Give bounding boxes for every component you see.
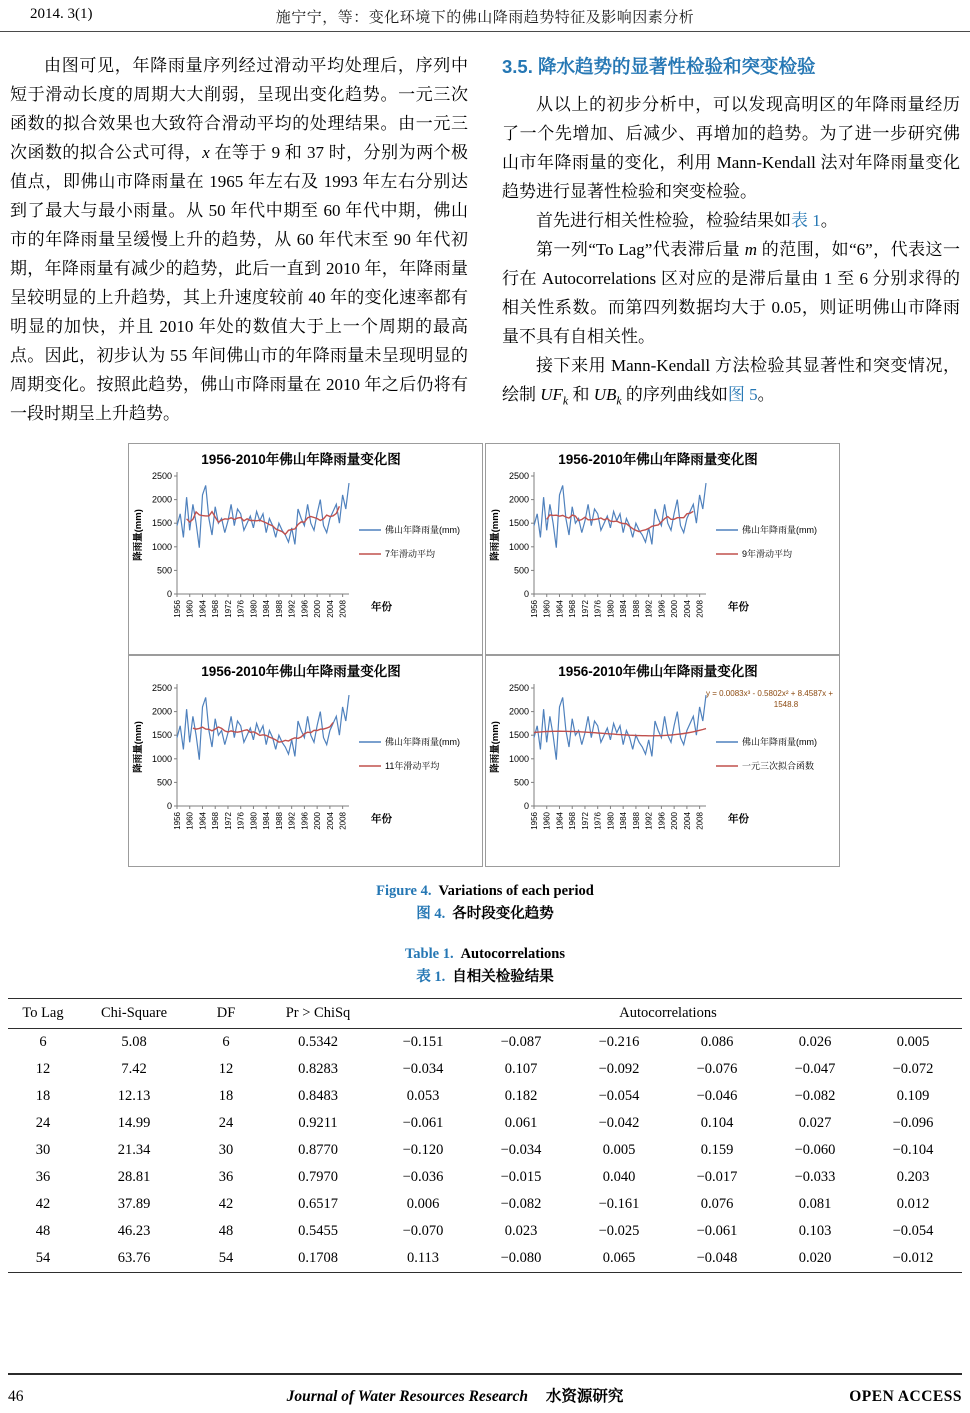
table-cell: 0.7970 (298, 1169, 338, 1185)
svg-text:年份: 年份 (728, 601, 749, 613)
journal-name-en: Journal of Water Resources Research (286, 1388, 529, 1405)
table-cell: 0.107 (504, 1061, 538, 1077)
text-segment: 。 (757, 385, 775, 404)
svg-text:1964: 1964 (555, 600, 565, 618)
svg-text:1984: 1984 (619, 812, 629, 830)
journal-name (98, 1384, 812, 1406)
table-cell: −0.096 (892, 1115, 934, 1131)
table-cell: −0.025 (598, 1223, 640, 1239)
chart-rainfall-ma9 (485, 443, 840, 655)
two-column-body (0, 51, 970, 428)
svg-text:1972: 1972 (223, 812, 233, 830)
table-cell: −0.048 (668, 1245, 766, 1273)
svg-text:1956: 1956 (530, 600, 539, 618)
svg-text:500: 500 (156, 565, 172, 576)
table-cell: −0.060 (794, 1142, 836, 1158)
table-cell: 37.89 (117, 1196, 151, 1212)
table-row (8, 1083, 962, 1110)
table-cell: 36 (35, 1169, 51, 1185)
table-cell: −0.082 (794, 1088, 836, 1104)
svg-text:0: 0 (166, 801, 172, 811)
svg-text:1500: 1500 (151, 518, 172, 529)
text-segment: UF (540, 385, 563, 404)
table-cell: 30 (35, 1142, 51, 1158)
table-cell: 0.113 (374, 1245, 472, 1273)
svg-text:1960: 1960 (185, 600, 195, 618)
table-cell: 0.061 (504, 1115, 538, 1131)
table-cell: 0.103 (798, 1223, 832, 1239)
table-cell: −0.036 (402, 1169, 444, 1185)
svg-text:7年滑动平均: 7年滑动平均 (385, 549, 436, 559)
table-row (8, 1056, 962, 1083)
left-column (10, 51, 468, 428)
svg-text:1984: 1984 (262, 600, 272, 618)
svg-text:500: 500 (156, 777, 172, 788)
table-cell: 28.81 (117, 1169, 151, 1185)
svg-text:一元三次拟合函数: 一元三次拟合函数 (742, 761, 815, 771)
autocorrelations-table (8, 998, 962, 1273)
svg-text:1968: 1968 (211, 812, 221, 830)
text-segment: 。 (820, 211, 838, 230)
table-cell: 0.076 (700, 1196, 734, 1212)
svg-text:佛山年降雨量(mm): 佛山年降雨量(mm) (385, 737, 460, 747)
text-segment: 和 (568, 385, 594, 404)
table-cell: 48 (218, 1223, 234, 1239)
table-caption-en (0, 943, 970, 966)
table-row (8, 1191, 962, 1218)
svg-text:1972: 1972 (223, 600, 233, 618)
svg-text:2000: 2000 (151, 706, 172, 717)
table-cell: −0.104 (892, 1142, 934, 1158)
cross-reference-link[interactable]: 表 1 (791, 211, 821, 230)
running-title: 施宁宁，等：变化环境下的佛山降雨趋势特征及影响因素分析 (275, 10, 695, 26)
table-cell: −0.046 (696, 1088, 738, 1104)
svg-text:佛山年降雨量(mm): 佛山年降雨量(mm) (742, 525, 817, 535)
table-row (8, 1164, 962, 1191)
svg-text:1972: 1972 (580, 812, 590, 830)
svg-text:1988: 1988 (274, 600, 284, 618)
table-cell: −0.042 (598, 1115, 640, 1131)
table-cell: −0.017 (696, 1169, 738, 1185)
table-cell: 12 (35, 1061, 51, 1077)
text-segment: 首先进行相关性检验，检验结果如 (536, 211, 791, 230)
table-caption-text-en: Autocorrelations (460, 946, 566, 962)
table-cell: 0.5342 (298, 1034, 338, 1050)
figure-caption-text-zh: 各时段变化趋势 (452, 906, 554, 922)
table-cell: 0.053 (406, 1088, 440, 1104)
text-segment: 的序列曲线如 (621, 385, 728, 404)
table-row (8, 1110, 962, 1137)
table-row (8, 1137, 962, 1164)
svg-text:2004: 2004 (682, 600, 692, 618)
table-cell: 0.005 (602, 1142, 636, 1158)
chart-rainfall-ma7 (128, 443, 483, 655)
table-cell: −0.054 (892, 1223, 934, 1239)
figure-caption-en (128, 880, 842, 903)
svg-text:1992: 1992 (287, 600, 297, 618)
table-cell: 0.5455 (298, 1223, 338, 1239)
svg-text:y = 0.0083x³ - 0.5802x² + 8.45: y = 0.0083x³ - 0.5802x² + 8.4587x + (706, 689, 833, 698)
table-cell: 48 (35, 1223, 51, 1239)
table-cell: 0.203 (896, 1169, 930, 1185)
table-caption (0, 943, 970, 989)
table-cell: 0.182 (504, 1088, 538, 1104)
table-cell: 0.9211 (298, 1115, 338, 1131)
table-caption-text-zh: 自相关检验结果 (452, 969, 554, 985)
page-footer (8, 1373, 962, 1406)
table-cell: 0.027 (798, 1115, 832, 1131)
svg-text:0: 0 (523, 801, 529, 811)
chart-rainfall-cubic-fit (485, 655, 840, 867)
column-header: DF (190, 999, 262, 1029)
svg-text:1980: 1980 (606, 812, 616, 830)
svg-text:0: 0 (523, 589, 529, 599)
right-column (502, 51, 960, 428)
svg-text:1000: 1000 (508, 541, 529, 552)
table-cell: 30 (218, 1142, 234, 1158)
table-cell: −0.087 (500, 1034, 542, 1050)
table-cell: 7.42 (121, 1061, 147, 1077)
svg-text:1992: 1992 (644, 600, 654, 618)
svg-text:1960: 1960 (185, 812, 195, 830)
figure-caption-text-en: Variations of each period (438, 883, 594, 899)
svg-text:1968: 1968 (568, 600, 578, 618)
table-cell: −0.216 (598, 1034, 640, 1050)
table-cell: −0.070 (402, 1223, 444, 1239)
table-cell: 18 (218, 1088, 234, 1104)
svg-text:佛山年降雨量(mm): 佛山年降雨量(mm) (742, 737, 817, 747)
table-caption-label-zh: 表 1. (416, 969, 446, 985)
svg-text:降雨量(mm): 降雨量(mm) (490, 721, 501, 773)
table-cell: −0.034 (402, 1061, 444, 1077)
table-cell: 6 (222, 1034, 230, 1050)
svg-text:1980: 1980 (606, 600, 616, 618)
table-cell: 0.081 (798, 1196, 832, 1212)
table-row (8, 1218, 962, 1245)
text-segment: k (616, 393, 622, 408)
svg-text:1992: 1992 (644, 812, 654, 830)
table-cell: 46.23 (117, 1223, 151, 1239)
table-cell: 0.104 (700, 1115, 734, 1131)
column-header-autocorrelations: Autocorrelations (374, 999, 962, 1029)
table-cell: 0.8770 (298, 1142, 338, 1158)
svg-text:1988: 1988 (274, 812, 284, 830)
svg-text:2000: 2000 (670, 600, 680, 618)
table-cell: −0.054 (598, 1088, 640, 1104)
table-cell: 0.1708 (262, 1245, 374, 1273)
svg-text:1956-2010年佛山年降雨量变化图: 1956-2010年佛山年降雨量变化图 (558, 664, 758, 679)
table-cell: 0.023 (504, 1223, 538, 1239)
table-cell: −0.047 (794, 1061, 836, 1077)
table-cell: −0.012 (864, 1245, 962, 1273)
body-paragraph (502, 90, 960, 206)
table-cell: 0.065 (570, 1245, 668, 1273)
open-access-label: OPEN ACCESS (849, 1388, 962, 1405)
table-cell: 0.026 (798, 1034, 832, 1050)
svg-text:9年滑动平均: 9年滑动平均 (742, 549, 793, 559)
table-cell: 42 (35, 1196, 51, 1212)
table-cell: 0.159 (700, 1142, 734, 1158)
svg-text:2000: 2000 (151, 494, 172, 505)
svg-text:1000: 1000 (151, 753, 172, 764)
table-cell: 5.08 (121, 1034, 147, 1050)
svg-text:0: 0 (166, 589, 172, 599)
svg-text:2008: 2008 (695, 600, 705, 618)
svg-text:1972: 1972 (580, 600, 590, 618)
body-paragraph (10, 51, 468, 428)
svg-text:1992: 1992 (287, 812, 297, 830)
text-segment: 的范围，如“6”，代表这一行在 Autocorrelations 区对应的是滞后量由 1 至 6 分别求得的相关性系数。而第四列数据均大于 0.05，则证明佛山市降雨量不具有自相关性。 (502, 240, 960, 346)
table-cell: 0.6517 (298, 1196, 338, 1212)
journal-name-zh: 水资源研究 (545, 1388, 624, 1405)
figure-caption (128, 880, 842, 926)
table-cell: −0.015 (500, 1169, 542, 1185)
table-cell: −0.061 (696, 1223, 738, 1239)
table-cell: 0.8283 (298, 1061, 338, 1077)
svg-text:1968: 1968 (568, 812, 578, 830)
svg-text:2000: 2000 (508, 706, 529, 717)
svg-text:1988: 1988 (631, 600, 641, 618)
svg-text:2004: 2004 (682, 812, 692, 830)
svg-text:500: 500 (513, 565, 529, 576)
body-paragraph (502, 235, 960, 351)
table-cell: 36 (218, 1169, 234, 1185)
svg-text:1968: 1968 (211, 600, 221, 618)
table-cell: 0.040 (602, 1169, 636, 1185)
svg-text:1960: 1960 (542, 812, 552, 830)
table-caption-label-en: Table 1. (404, 946, 454, 962)
svg-text:2000: 2000 (313, 812, 323, 830)
svg-text:2008: 2008 (338, 600, 348, 618)
table-cell: −0.061 (402, 1115, 444, 1131)
svg-text:1980: 1980 (249, 600, 259, 618)
section-heading: 3.5. 降水趋势的显著性检验和突变检验 (502, 56, 816, 77)
table-cell: 0.109 (896, 1088, 930, 1104)
cross-reference-link[interactable]: 图 5 (727, 385, 758, 404)
figure-4 (128, 443, 842, 926)
svg-text:降雨量(mm): 降雨量(mm) (490, 509, 501, 561)
table-row (8, 1029, 962, 1057)
table-cell: −0.161 (598, 1196, 640, 1212)
svg-text:1000: 1000 (508, 753, 529, 764)
svg-text:1984: 1984 (262, 812, 272, 830)
svg-text:降雨量(mm): 降雨量(mm) (133, 509, 144, 561)
svg-text:1988: 1988 (631, 812, 641, 830)
body-paragraph (502, 351, 960, 415)
chart-grid (128, 443, 842, 867)
table-cell: −0.092 (598, 1061, 640, 1077)
table-cell: 6 (39, 1034, 47, 1050)
svg-text:2000: 2000 (670, 812, 680, 830)
svg-text:2500: 2500 (151, 683, 172, 693)
table-cell: −0.072 (892, 1061, 934, 1077)
svg-text:1964: 1964 (198, 812, 208, 830)
svg-text:1996: 1996 (657, 812, 667, 830)
text-segment: 第一列“To Lag”代表滞后量 (536, 240, 745, 259)
svg-text:年份: 年份 (728, 813, 749, 825)
svg-text:1976: 1976 (236, 600, 246, 618)
table-cell: 54 (190, 1245, 262, 1273)
body-paragraph (502, 206, 960, 235)
svg-text:2004: 2004 (325, 812, 335, 830)
svg-text:1976: 1976 (593, 812, 603, 830)
svg-text:1548.8: 1548.8 (773, 700, 799, 709)
table-cell: 24 (218, 1115, 234, 1131)
table-cell: 0.020 (766, 1245, 864, 1273)
svg-text:1500: 1500 (508, 730, 529, 741)
svg-text:2004: 2004 (325, 600, 335, 618)
svg-text:1500: 1500 (151, 730, 172, 741)
svg-text:1000: 1000 (151, 541, 172, 552)
table-cell: −0.082 (500, 1196, 542, 1212)
table-cell: 14.99 (117, 1115, 151, 1131)
table-cell: −0.033 (794, 1169, 836, 1185)
svg-text:1976: 1976 (593, 600, 603, 618)
svg-text:2500: 2500 (508, 471, 529, 481)
page-header (0, 0, 970, 32)
svg-text:1976: 1976 (236, 812, 246, 830)
svg-text:年份: 年份 (371, 601, 392, 613)
figure-caption-zh (128, 903, 842, 926)
svg-text:11年滑动平均: 11年滑动平均 (385, 761, 440, 771)
svg-text:1996: 1996 (300, 600, 310, 618)
text-segment: k (562, 393, 569, 408)
table-cell: 0.005 (896, 1034, 930, 1050)
svg-text:1956: 1956 (173, 600, 182, 618)
svg-text:1980: 1980 (249, 812, 259, 830)
table-caption-zh (0, 966, 970, 989)
table-cell: 54 (8, 1245, 78, 1273)
table-cell: 0.086 (700, 1034, 734, 1050)
table-cell: 21.34 (117, 1142, 151, 1158)
table-cell: −0.080 (472, 1245, 570, 1273)
svg-text:2500: 2500 (151, 471, 172, 481)
table-cell: 18 (35, 1088, 51, 1104)
figure-caption-label-en: Figure 4. (376, 883, 432, 899)
table-cell: −0.120 (402, 1142, 444, 1158)
table-cell: 0.012 (896, 1196, 930, 1212)
svg-text:1984: 1984 (619, 600, 629, 618)
table-cell: 42 (218, 1196, 234, 1212)
svg-text:1960: 1960 (542, 600, 552, 618)
svg-text:2000: 2000 (508, 494, 529, 505)
table-row (8, 1245, 962, 1273)
journal-issue: 2014. 3(1) (30, 6, 93, 22)
table-cell: 12 (218, 1061, 234, 1077)
svg-text:1956: 1956 (173, 812, 182, 830)
svg-text:1956-2010年佛山年降雨量变化图: 1956-2010年佛山年降雨量变化图 (201, 664, 401, 679)
svg-text:1996: 1996 (300, 812, 310, 830)
text-segment: 从以上的初步分析中，可以发现高明区的年降雨量经历了一个先增加、后减少、再增加的趋势。为了进一步研究佛山市年降雨量的变化，利用 Mann-Kendall 法对年降雨量变化趋势进行显著性检验和突变检验。 (502, 95, 960, 201)
svg-text:2008: 2008 (338, 812, 348, 830)
figure-caption-label-zh: 图 4. (416, 906, 446, 922)
svg-text:年份: 年份 (371, 813, 392, 825)
text-segment: x (202, 143, 210, 162)
text-segment: m (744, 240, 758, 259)
page-number: 46 (8, 1388, 24, 1405)
table-cell: 63.76 (78, 1245, 190, 1273)
svg-text:2008: 2008 (695, 812, 705, 830)
column-header: Chi-Square (78, 999, 190, 1029)
svg-text:2500: 2500 (508, 683, 529, 693)
svg-text:佛山年降雨量(mm): 佛山年降雨量(mm) (385, 525, 460, 535)
text-segment: 接下来用 Mann-Kendall 方法检验其显著性和突变情况，绘制 (502, 356, 960, 404)
text-segment: UB (593, 385, 617, 404)
column-header: To Lag (8, 999, 78, 1029)
svg-text:1964: 1964 (555, 812, 565, 830)
table-cell: −0.034 (500, 1142, 542, 1158)
table-cell: −0.076 (696, 1061, 738, 1077)
chart-rainfall-ma11 (128, 655, 483, 867)
svg-text:1500: 1500 (508, 518, 529, 529)
table-cell: 12.13 (117, 1088, 151, 1104)
table-cell: 0.8483 (298, 1088, 338, 1104)
column-header: Pr > ChiSq (262, 999, 374, 1029)
svg-text:1964: 1964 (198, 600, 208, 618)
text-segment: 在等于 9 和 37 时，分别为两个极值点，即佛山市降雨量在 1965 年左右及 1993 年左右分别达到了最大与最小雨量。从 50 年代中期至 60 年代中期，佛山市的年降雨量呈缓慢上升的趋势，从 60 年代末至 90 年代初期，年降雨量有减少的趋势，此后一直到 2010 年，年降雨量呈较明显的上升趋势，其上升速度较前 40 年的变化速率都有明显的加快，并且 2010 年处的数值大于上一个周期的最高点。因此，初步认为 55 年间佛山市的年降雨量未呈现明显的周期变化。按照此趋势，佛山市降雨量在 2010 年之后仍将有一段时期呈上升趋势。 (10, 143, 469, 423)
svg-text:1956: 1956 (530, 812, 539, 830)
table-cell: 0.006 (406, 1196, 440, 1212)
svg-text:2000: 2000 (313, 600, 323, 618)
table-cell: −0.151 (402, 1034, 444, 1050)
svg-text:500: 500 (513, 777, 529, 788)
text-segment: 由图可见，年降雨量序列经过滑动平均处理后，序列中短于滑动长度的周期大大削弱，呈现出变化趋势。一元三次函数的拟合效果也大致符合滑动平均的处理结果。由一元三次函数的拟合公式可得， (10, 56, 468, 162)
table-cell: 24 (35, 1115, 51, 1131)
svg-text:降雨量(mm): 降雨量(mm) (133, 721, 144, 773)
svg-text:1956-2010年佛山年降雨量变化图: 1956-2010年佛山年降雨量变化图 (558, 452, 758, 467)
svg-text:1996: 1996 (657, 600, 667, 618)
svg-text:1956-2010年佛山年降雨量变化图: 1956-2010年佛山年降雨量变化图 (201, 452, 401, 467)
